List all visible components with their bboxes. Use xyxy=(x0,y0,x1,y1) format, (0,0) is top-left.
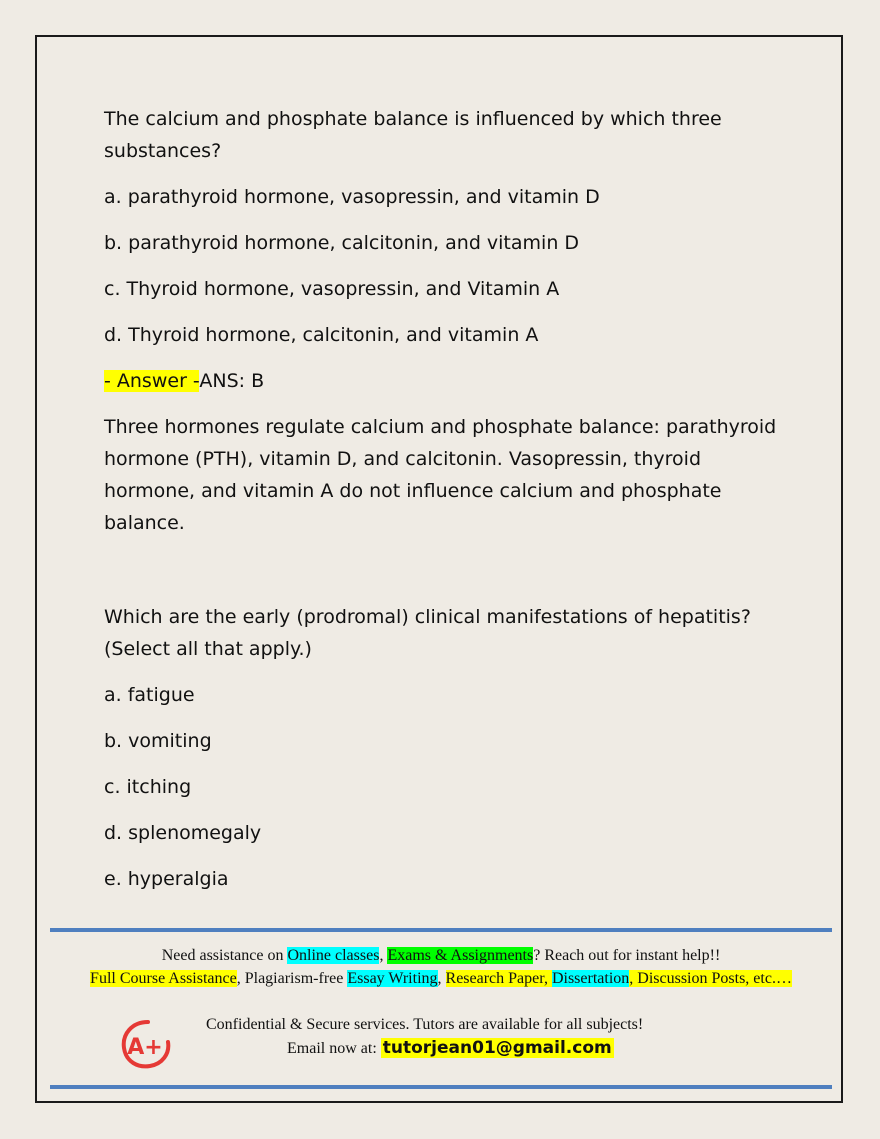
question-1-text: The calcium and phosphate balance is influenced by which three substances? xyxy=(104,108,722,162)
discussion-posts-link[interactable]: , Discussion Posts, etc.… xyxy=(629,970,792,987)
question-2-text: Which are the early (prodromal) clinical manifestations of hepatitis? (Select all that apply.) xyxy=(104,606,751,660)
question-2-option-c: c. itching xyxy=(104,776,192,798)
document-content xyxy=(104,103,784,909)
footer-email-line xyxy=(120,1037,820,1060)
question-1-option-d: d. Thyroid hormone, calcitonin, and vitamin A xyxy=(104,324,539,346)
footer-line-3: Confidential & Secure services. Tutors are available for all subjects! xyxy=(206,1016,644,1033)
footer-divider-bottom xyxy=(50,1085,832,1089)
footer-text: , Plagiarism-free xyxy=(236,970,348,987)
footer-line-2 xyxy=(50,967,832,990)
footer-text: , xyxy=(437,970,446,987)
footer-divider-top xyxy=(50,928,832,932)
question-2-option-a: a. fatigue xyxy=(104,684,195,706)
question-1-option-c: c. Thyroid hormone, vasopressin, and Vitamin A xyxy=(104,278,560,300)
question-1-option-b: b. parathyroid hormone, calcitonin, and vitamin D xyxy=(104,232,580,254)
spacer xyxy=(104,553,784,601)
question-1-answer xyxy=(104,365,784,397)
research-paper-link[interactable]: Research Paper, xyxy=(445,970,552,987)
question-2-option-e: e. hyperalgia xyxy=(104,868,229,890)
online-classes-link[interactable]: Online classes xyxy=(287,947,380,964)
dissertation-link[interactable]: Dissertation xyxy=(551,970,630,987)
answer-label: - Answer - xyxy=(104,370,200,392)
exams-assignments-link[interactable]: Exams & Assignments xyxy=(387,947,534,964)
answer-value: ANS: B xyxy=(199,370,265,392)
question-1-option-a: a. parathyroid hormone, vasopressin, and vitamin D xyxy=(104,186,600,208)
question-2-option-d: d. splenomegaly xyxy=(104,822,262,844)
question-2-option-b: b. vomiting xyxy=(104,730,212,752)
footer-text: Need assistance on xyxy=(161,947,288,964)
footer-text: , xyxy=(379,947,388,964)
logo-text: A+ xyxy=(127,1035,163,1060)
full-course-link[interactable]: Full Course Assistance xyxy=(90,970,237,987)
essay-writing-link[interactable]: Essay Writing xyxy=(347,970,438,987)
footer-text: ? Reach out for instant help!! xyxy=(533,947,721,964)
email-link[interactable]: tutorjean01@gmail.com xyxy=(382,1038,612,1058)
footer-line-1 xyxy=(50,944,832,967)
email-label: Email now at: xyxy=(287,1040,381,1057)
question-1-explanation: Three hormones regulate calcium and phosphate balance: parathyroid hormone (PTH), vitamin D, and calcitonin. Vasopressin, thyroid hormone, and vitamin A do not influence calcium and phosphate balance. xyxy=(104,416,777,534)
